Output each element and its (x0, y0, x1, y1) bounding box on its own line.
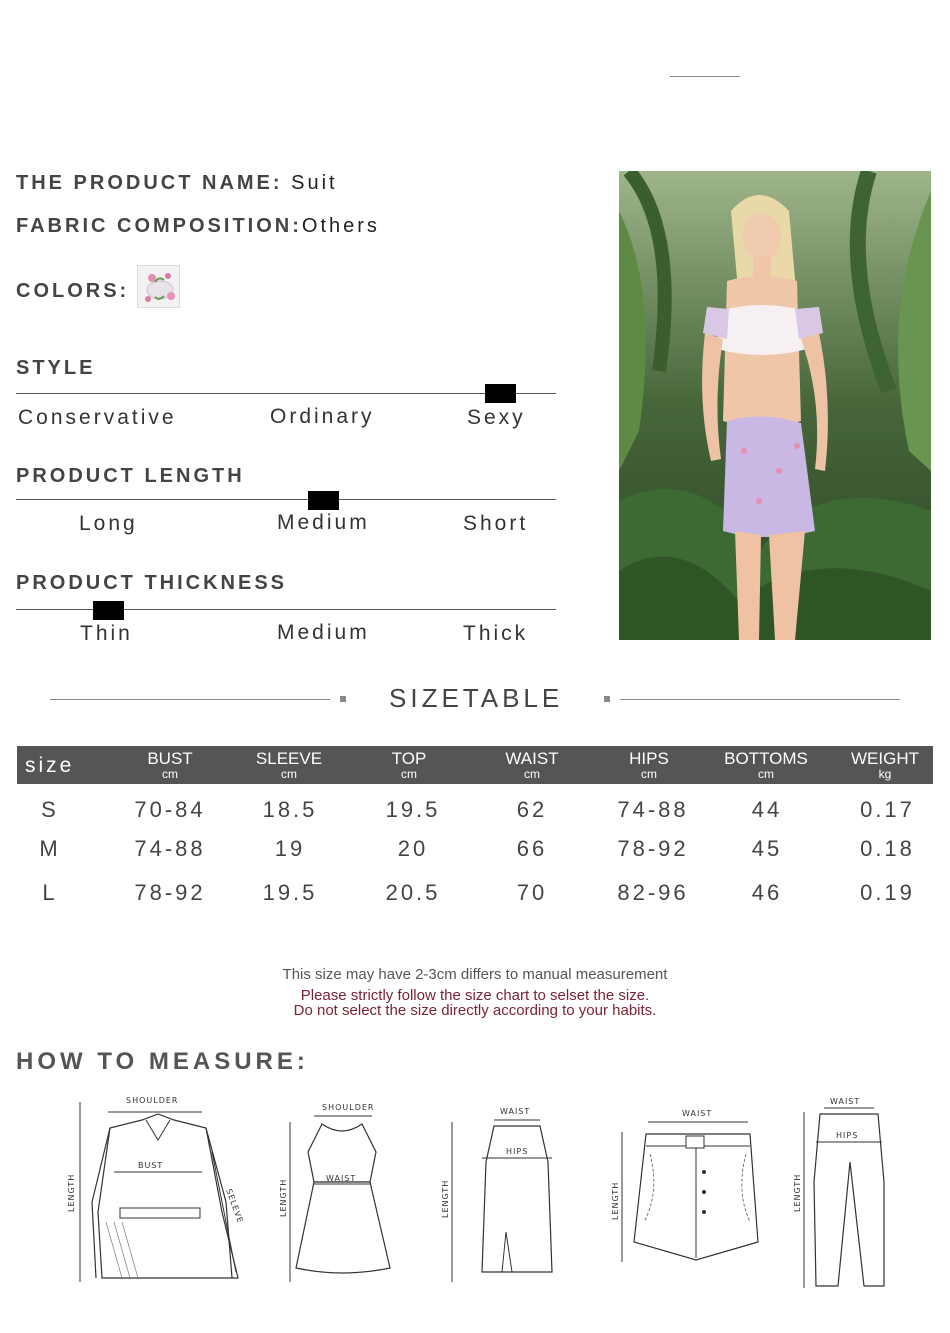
trousers-hips-label: HIPS (836, 1131, 859, 1140)
jacket-measure-diagram (62, 1092, 252, 1292)
bottoms-cell: 46 (751, 880, 783, 905)
style-option-sexy: Sexy (467, 406, 526, 429)
thickness-option-thin: Thin (80, 622, 133, 645)
sleeve-cell: 19 (274, 836, 306, 861)
sleeve-cell: 18.5 (262, 797, 318, 822)
shoulder-label: SHOULDER (126, 1096, 179, 1105)
trousers-waist-label: WAIST (830, 1097, 861, 1106)
thickness-selected-marker (93, 601, 124, 620)
measurement-note: This size may have 2-3cm differs to manual measurement (282, 966, 668, 983)
sizetable-dot-left (340, 696, 346, 702)
column-header-sleeve: SLEEVE cm (255, 749, 323, 781)
color-swatch-floral[interactable] (137, 265, 180, 308)
size-cell: M (39, 836, 61, 861)
sizetable-title: SIZETABLE (389, 683, 564, 713)
dress-shoulder-label: SHOULDER (322, 1103, 375, 1112)
fabric-line (16, 215, 380, 238)
skirt-measure-diagram (436, 1092, 576, 1292)
column-header-hips: HIPS cm (629, 749, 669, 781)
dress-waist-label: WAIST (326, 1174, 357, 1183)
sleeve-label: SELEVE (224, 1187, 245, 1225)
hips-cell: 82-96 (617, 880, 689, 905)
style-option-ordinary: Ordinary (270, 405, 375, 428)
product-name-line (16, 172, 338, 195)
habit-warning: Do not select the size directly according to your habits. (293, 1002, 657, 1019)
style-scale-line (16, 393, 556, 394)
skirt-hips-label: HIPS (506, 1147, 529, 1156)
top-divider (670, 76, 740, 77)
length-title: PRODUCT LENGTH (16, 465, 245, 487)
product-name-value: Suit (291, 172, 338, 194)
column-header-bust: BUST cm (147, 749, 193, 781)
sleeve-cell: 19.5 (262, 880, 318, 905)
colors-line (16, 280, 129, 303)
top-cell: 20 (397, 836, 429, 861)
length-option-short: Short (463, 512, 529, 535)
style-title: STYLE (16, 357, 96, 379)
weight-cell: 0.17 (860, 797, 915, 822)
skirt-waist-label: WAIST (500, 1107, 531, 1116)
bust-cell: 70-84 (134, 797, 206, 822)
bottoms-cell: 45 (751, 836, 783, 861)
style-option-conservative: Conservative (18, 406, 177, 429)
dress-length-label: LENGTH (279, 1178, 288, 1217)
table-row (0, 797, 950, 827)
weight-cell: 0.18 (860, 836, 915, 861)
column-header-top: TOP cm (391, 749, 427, 781)
bust-cell: 78-92 (134, 880, 206, 905)
trousers-measure-diagram (784, 1092, 924, 1292)
size-cell: S (41, 797, 59, 822)
thickness-title: PRODUCT THICKNESS (16, 572, 288, 594)
waist-cell: 62 (516, 797, 548, 822)
colors-label: COLORS: (16, 280, 130, 302)
length-option-long: Long (79, 512, 138, 535)
model-photo (619, 171, 931, 640)
column-header-waist: WAIST cm (505, 749, 559, 781)
sizetable-rule-right (620, 699, 900, 700)
column-header-bottoms: BOTTOMS cm (724, 749, 808, 781)
waist-cell: 70 (516, 880, 548, 905)
top-cell: 20.5 (385, 880, 441, 905)
fabric-value: Others (301, 215, 380, 237)
table-row (0, 880, 950, 910)
table-row (0, 836, 950, 866)
trousers-length-label: LENGTH (793, 1173, 802, 1212)
length-scale-line (16, 499, 556, 500)
sizetable-dot-right (604, 696, 610, 702)
bottoms-cell: 44 (751, 797, 783, 822)
shorts-measure-diagram (600, 1092, 780, 1292)
sizetable-rule-left (50, 699, 330, 700)
size-column-header: size (25, 754, 75, 777)
fabric-label: FABRIC COMPOSITION: (16, 215, 302, 237)
waist-cell: 66 (516, 836, 548, 861)
bust-cell: 74-88 (134, 836, 206, 861)
length-label: LENGTH (67, 1173, 76, 1212)
bust-label: BUST (138, 1161, 164, 1170)
product-name-label: THE PRODUCT NAME: (16, 172, 283, 194)
hips-cell: 78-92 (617, 836, 689, 861)
thickness-option-thick: Thick (463, 622, 529, 645)
skirt-length-label: LENGTH (441, 1179, 450, 1218)
style-selected-marker (485, 384, 516, 403)
length-option-medium: Medium (277, 511, 370, 534)
column-header-weight: WEIGHT kg (851, 749, 919, 781)
top-cell: 19.5 (385, 797, 441, 822)
hips-cell: 74-88 (617, 797, 689, 822)
size-cell: L (42, 880, 58, 905)
dress-measure-diagram (272, 1092, 412, 1292)
shorts-waist-label: WAIST (682, 1109, 713, 1118)
size-chart-warning: Please strictly follow the size chart to selset the size. (300, 987, 650, 1004)
how-to-measure-title: HOW TO MEASURE: (16, 1048, 309, 1075)
thickness-option-medium: Medium (277, 621, 370, 644)
shorts-length-label: LENGTH (611, 1181, 620, 1220)
weight-cell: 0.19 (860, 880, 915, 905)
size-table-header (17, 746, 933, 784)
length-selected-marker (308, 491, 339, 510)
